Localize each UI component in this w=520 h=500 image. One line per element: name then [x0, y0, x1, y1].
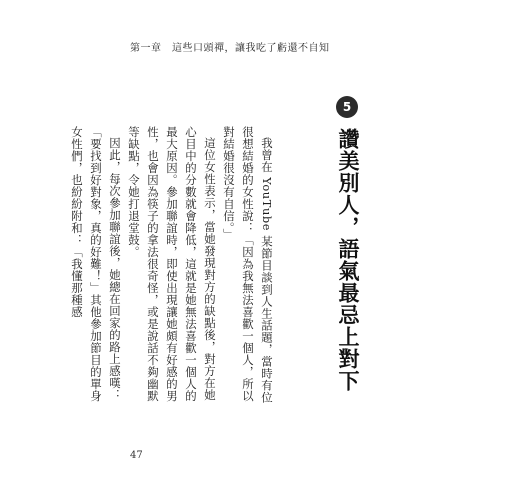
body-paragraph-2: 這位女性表示，當她發現對方的缺點後，對方在她心目中的分數就會降低，這就是她無法喜歡一個人的最大原因。參加聯誼時，即使出現讓她頗有好感的男性，也會因為筷子的拿法很奇怪，或是說話不夠幽默等缺點，令她打退堂鼓。	[127, 126, 217, 402]
section-number-badge: 5	[336, 96, 358, 118]
body-paragraph-3: 因此，每次參加聯誼後，她總在回家的路上感嘆：「要找到好對象，真的好難！」其他參加節目的單身女性們，也紛紛附和：「我懂那種感	[70, 126, 122, 402]
body-text	[67, 126, 276, 410]
page-number: 47	[130, 450, 143, 461]
running-header: 第一章 這些口頭禪，讓我吃了虧還不自知	[130, 43, 330, 54]
body-paragraph-1: 我曾在 YouTube 某節目談到人生話題，當時有位很想結婚的女性說：「因為我無法喜歡一個人，所以對結婚很沒有自信。」	[222, 126, 274, 404]
section-title: 讚美別人，語氣最忌上對下	[336, 128, 360, 392]
